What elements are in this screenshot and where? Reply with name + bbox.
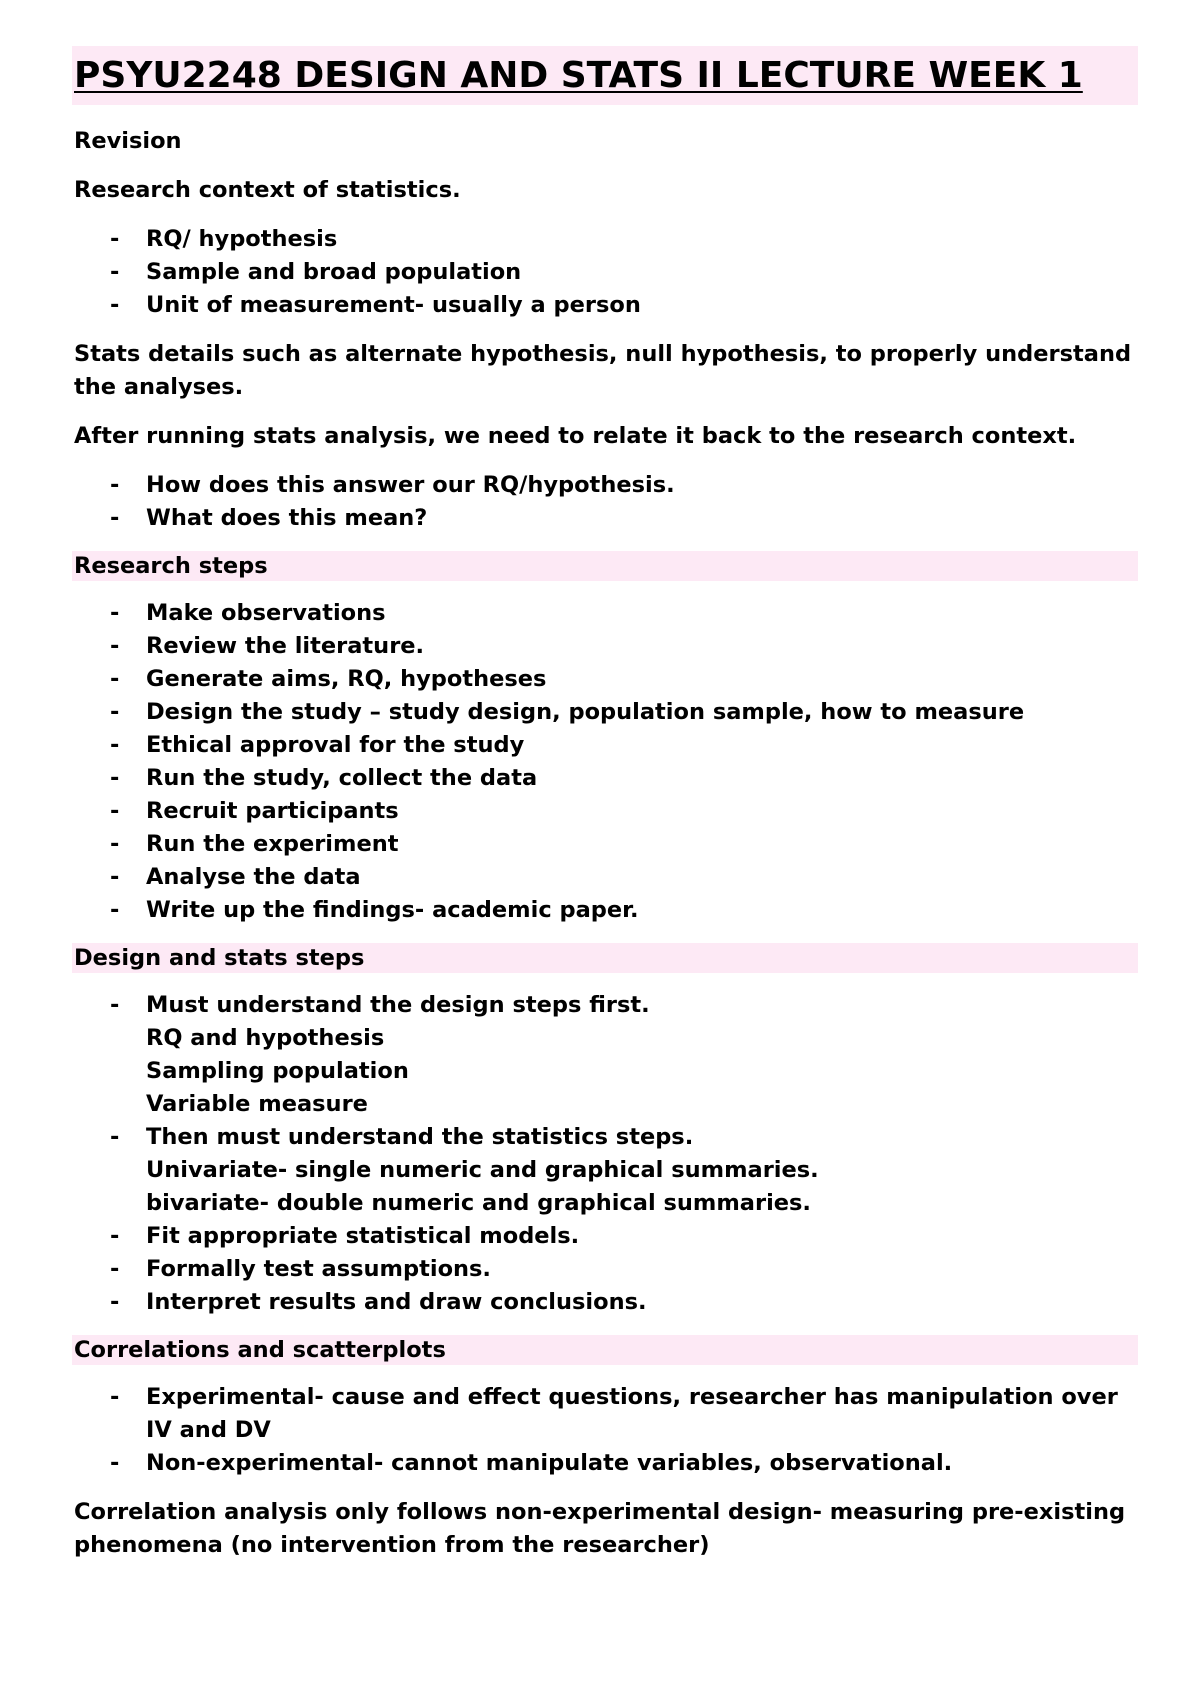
- research-context-list: [72, 223, 1138, 322]
- research-steps-list: [72, 597, 1138, 927]
- list-item: [72, 630, 1138, 663]
- design-stats-steps-list: [72, 989, 1138, 1319]
- list-item: [72, 989, 1138, 1022]
- section-heading-correlations: Correlations and scatterplots: [72, 1335, 1138, 1365]
- list-item: [72, 1220, 1138, 1253]
- list-item-text: Experimental- cause and effect questions, researcher has manipulation over IV and DV: [146, 1384, 1118, 1443]
- dash-bullet: -: [110, 226, 120, 252]
- correlations-list: [72, 1381, 1138, 1480]
- dash-bullet: -: [110, 864, 120, 890]
- dash-bullet: -: [110, 292, 120, 318]
- list-item: [72, 1121, 1138, 1154]
- list-item: [72, 223, 1138, 256]
- section-heading-research-steps: Research steps: [72, 551, 1138, 581]
- list-subitem: Variable measure: [146, 1091, 368, 1117]
- list-subitem: RQ and hypothesis: [146, 1025, 385, 1051]
- dash-bullet: -: [110, 798, 120, 824]
- list-item-text: Unit of measurement- usually a person: [146, 292, 641, 318]
- dash-bullet: -: [110, 732, 120, 758]
- list-subitem: Univariate- single numeric and graphical summaries.: [146, 1157, 819, 1183]
- dash-bullet: -: [110, 897, 120, 923]
- list-subitem: bivariate- double numeric and graphical summaries.: [146, 1190, 811, 1216]
- list-item: [72, 256, 1138, 289]
- list-item-text: Must understand the design steps first.: [146, 992, 650, 1018]
- dash-bullet: -: [110, 633, 120, 659]
- list-item-text: What does this mean?: [146, 505, 428, 531]
- research-context-intro: Research context of statistics.: [74, 177, 461, 203]
- list-item: [72, 828, 1138, 861]
- revision-label: Revision: [74, 128, 182, 154]
- section-heading-design-stats-steps: Design and stats steps: [72, 943, 1138, 973]
- dash-bullet: -: [110, 666, 120, 692]
- list-item-text: Write up the findings- academic paper.: [146, 897, 639, 923]
- list-item-text: Generate aims, RQ, hypotheses: [146, 666, 547, 692]
- after-running-paragraph: After running stats analysis, we need to relate it back to the research context.: [74, 423, 1077, 449]
- dash-bullet: -: [110, 1450, 120, 1476]
- list-item: [72, 762, 1138, 795]
- dash-bullet: -: [110, 600, 120, 626]
- list-item-text: How does this answer our RQ/hypothesis.: [146, 472, 675, 498]
- list-item-text: Formally test assumptions.: [146, 1256, 491, 1282]
- list-item-text: Run the study, collect the data: [146, 765, 538, 791]
- dash-bullet: -: [110, 1223, 120, 1249]
- dash-bullet: -: [110, 831, 120, 857]
- list-item: [72, 894, 1138, 927]
- list-item-text: Sample and broad population: [146, 259, 522, 285]
- dash-bullet: -: [110, 1124, 120, 1150]
- stats-details-paragraph: Stats details such as alternate hypothesis, null hypothesis, to properly understand the analyses.: [74, 341, 1132, 400]
- list-item: [72, 795, 1138, 828]
- dash-bullet: -: [110, 699, 120, 725]
- list-item: [72, 696, 1138, 729]
- list-item: [72, 289, 1138, 322]
- page-title: PSYU2248 DESIGN AND STATS II LECTURE WEEK 1: [74, 55, 1083, 96]
- list-item-text: Run the experiment: [146, 831, 399, 857]
- list-item: [72, 729, 1138, 762]
- list-item: [72, 1381, 1138, 1447]
- after-running-list: [72, 469, 1138, 535]
- list-item-text: Ethical approval for the study: [146, 732, 525, 758]
- list-item-text: Non-experimental- cannot manipulate variables, observational.: [146, 1450, 953, 1476]
- correlation-analysis-paragraph: Correlation analysis only follows non-experimental design- measuring pre-existing phenomena (no intervention from the researcher): [74, 1499, 1126, 1558]
- dash-bullet: -: [110, 1289, 120, 1315]
- list-item: [72, 1253, 1138, 1286]
- dash-bullet: -: [110, 1384, 120, 1410]
- dash-bullet: -: [110, 765, 120, 791]
- list-item: [72, 861, 1138, 894]
- title-banner: [72, 46, 1138, 105]
- dash-bullet: -: [110, 505, 120, 531]
- list-item-text: Design the study – study design, population sample, how to measure: [146, 699, 1025, 725]
- list-item-text: RQ/ hypothesis: [146, 226, 338, 252]
- list-item-text: Make observations: [146, 600, 386, 626]
- list-item-text: Interpret results and draw conclusions.: [146, 1289, 647, 1315]
- list-item: [72, 1286, 1138, 1319]
- list-item-text: Review the literature.: [146, 633, 425, 659]
- list-subitem: Sampling population: [146, 1058, 409, 1084]
- list-item-text: Then must understand the statistics steps.: [146, 1124, 694, 1150]
- list-item: [72, 663, 1138, 696]
- dash-bullet: -: [110, 472, 120, 498]
- list-item-text: Recruit participants: [146, 798, 399, 824]
- dash-bullet: -: [110, 259, 120, 285]
- list-item-text: Fit appropriate statistical models.: [146, 1223, 580, 1249]
- list-item: [72, 502, 1138, 535]
- list-item-text: Analyse the data: [146, 864, 361, 890]
- list-item: [72, 469, 1138, 502]
- list-item: [72, 1447, 1138, 1480]
- list-item: [72, 597, 1138, 630]
- document-page: [72, 46, 1138, 1578]
- dash-bullet: -: [110, 1256, 120, 1282]
- dash-bullet: -: [110, 992, 120, 1018]
